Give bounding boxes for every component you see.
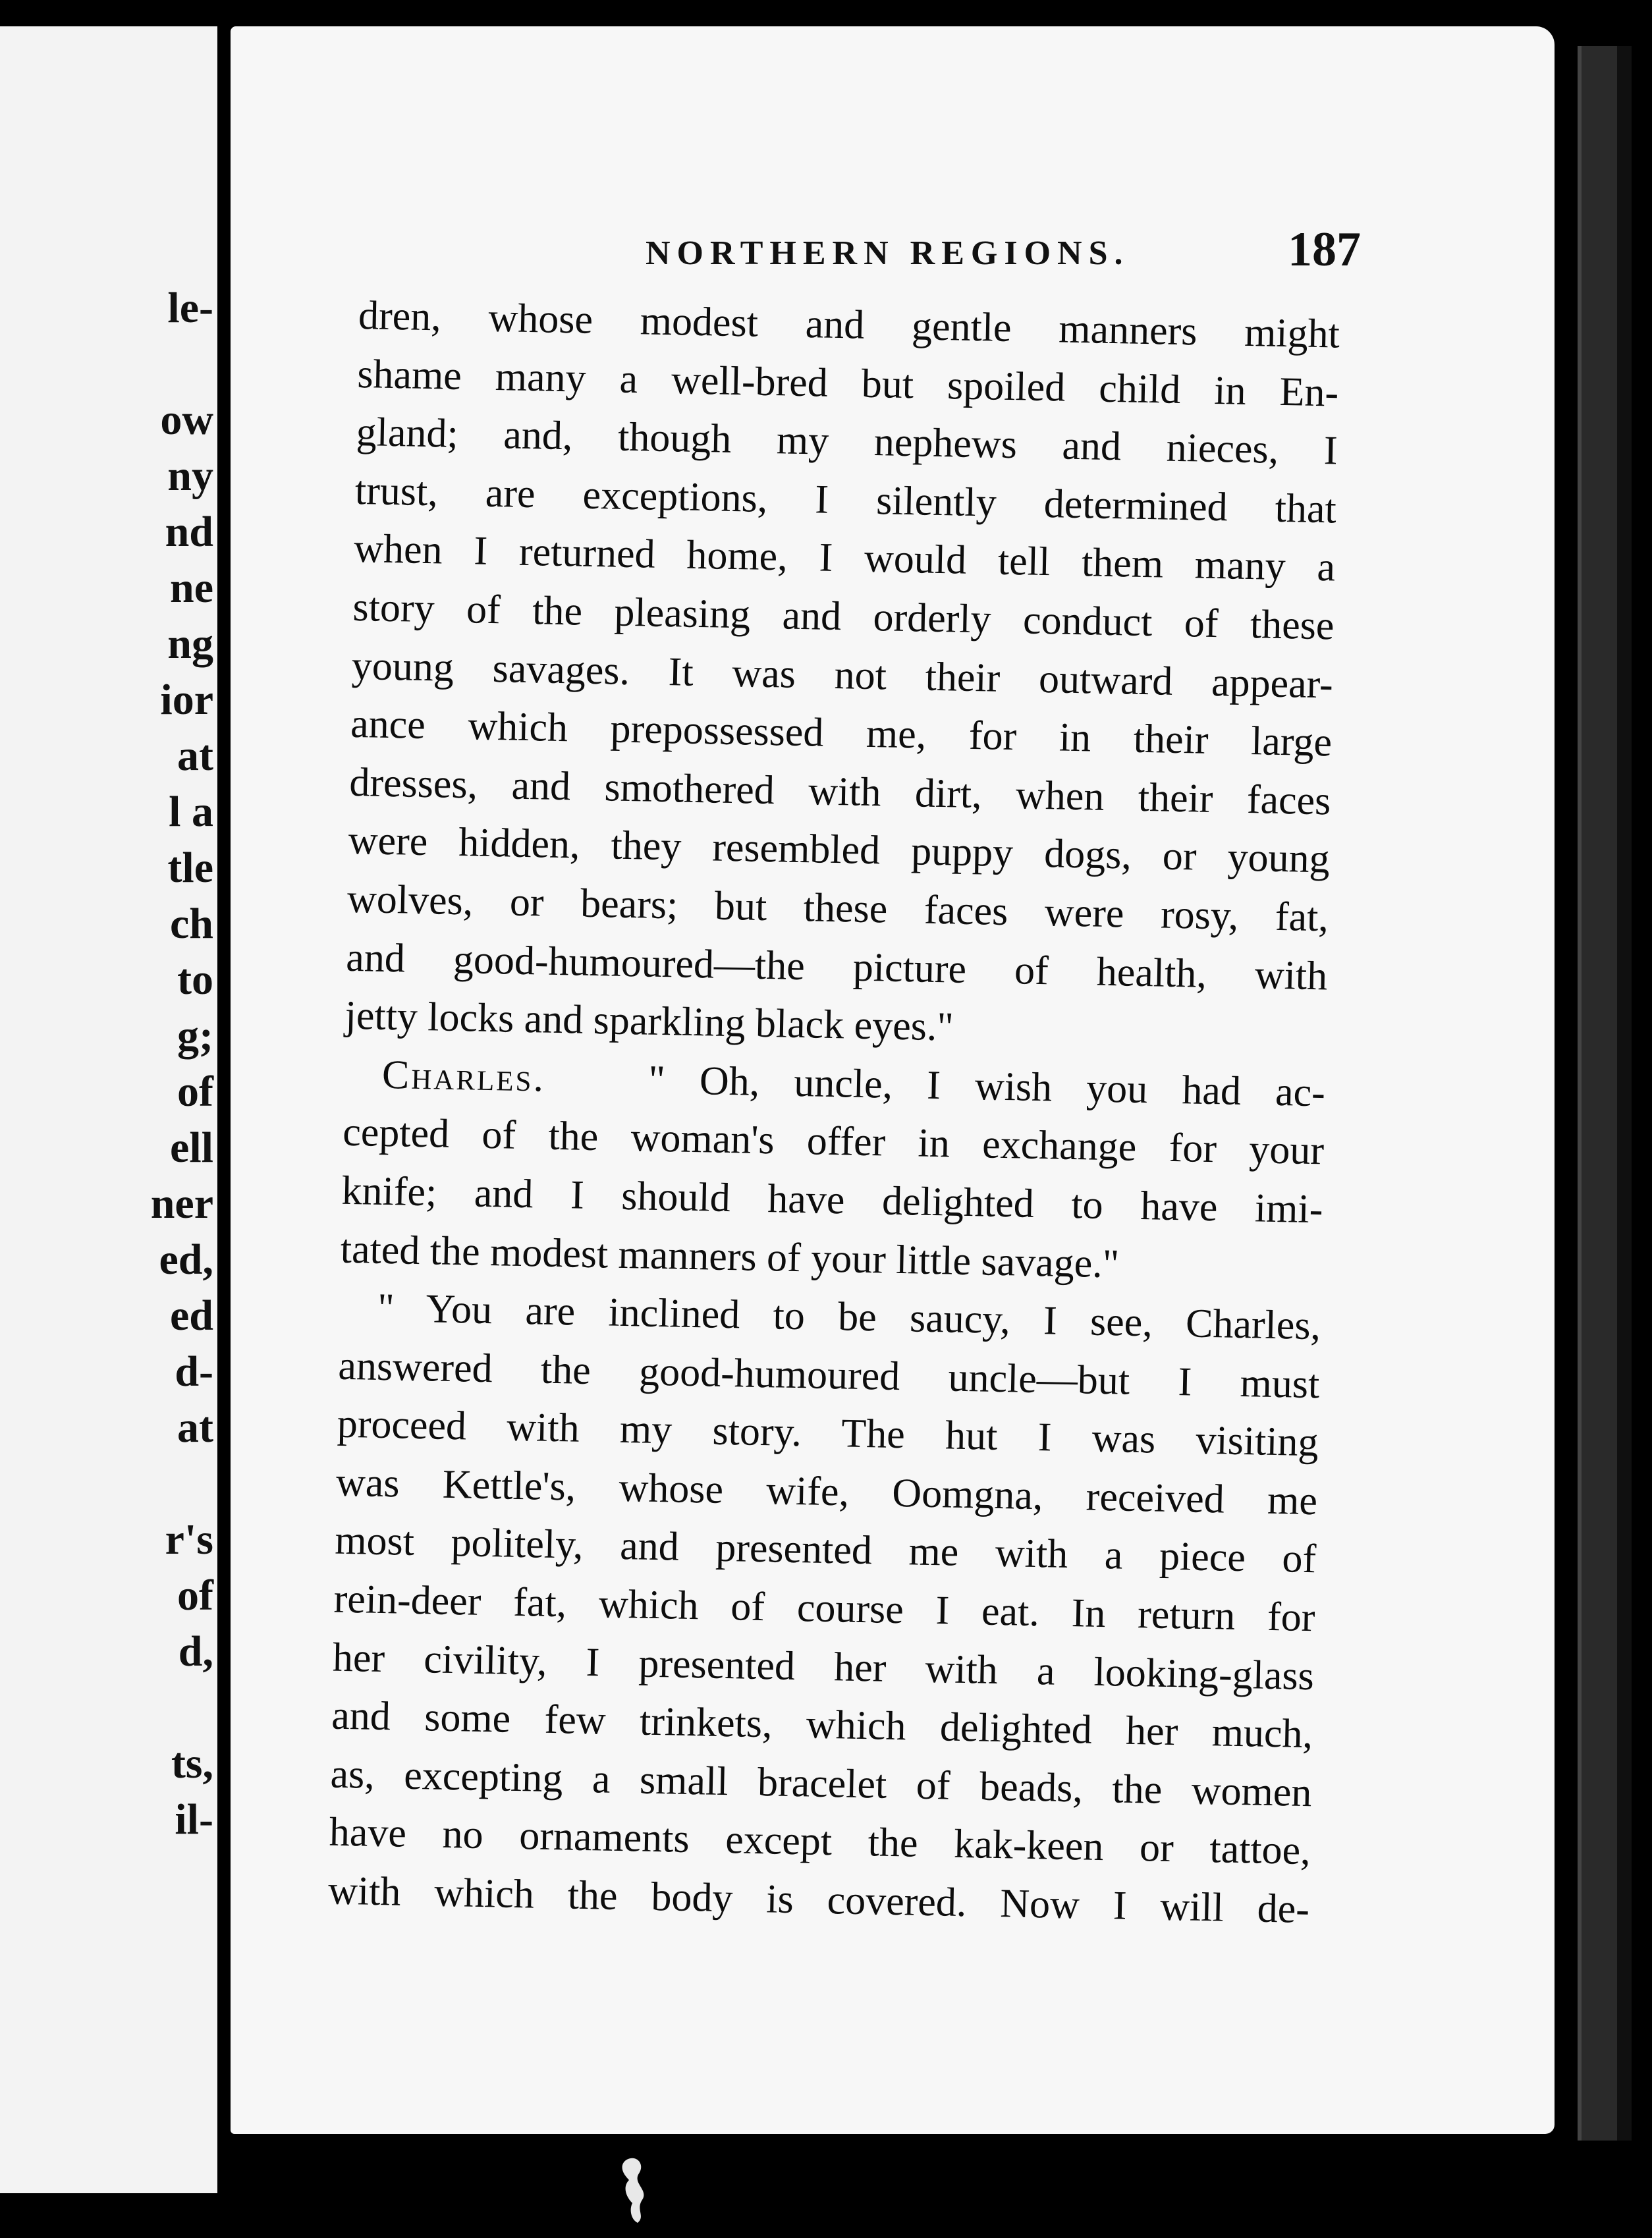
text-line: tated the modest manners of your little savage." [340,1226,1120,1286]
text-line: with which the body is covered. Now I will de- [327,1868,1310,1932]
left-facing-page [0,26,217,2193]
text-line: story of the pleasing and orderly conduct of these [352,584,1335,649]
body-text [327,287,1340,1939]
text-line: was Kettle's, whose wife, Oomgna, received me [335,1460,1318,1524]
dialogue-text: " Oh, uncle, I wish you had ac- [647,1057,1326,1116]
text-line: gland; and, though my nephews and nieces, I [356,410,1338,474]
text-line: most politely, and presented me with a piece of [334,1518,1317,1582]
book-binding-shadow [1617,46,1632,2141]
left-page-fragment: ed [170,1292,213,1340]
left-page-fragment: ed, [159,1236,213,1284]
left-page-fragment: ow [160,396,213,444]
left-page-fragment: to [177,956,213,1004]
text-line: her civility, I presented her with a looking-glass [332,1635,1315,1699]
page-number: 187 [1288,223,1361,277]
text-line: answered the good-humoured uncle—but I must [337,1343,1320,1407]
left-page-fragment: ner [150,1180,213,1228]
text-line: " You are inclined to be saucy, I see, Charles, [377,1285,1321,1349]
book-binding-edge [1578,46,1620,2141]
text-line: young savages. It was not their outward appear- [351,643,1334,707]
text-line: and good-humoured—the picture of health, with [345,935,1328,998]
left-page-fragment: r's [165,1515,213,1564]
left-page-fragment: d- [175,1348,213,1396]
text-line: wolves, or bears; but these faces were rosy, fat, [346,876,1329,941]
text-line: as, excepting a small bracelet of beads, the women [329,1751,1313,1816]
left-page-fragment: ne [170,564,213,612]
left-page-fragment: le- [167,284,213,332]
text-line: jetty locks and sparkling black eyes." [344,993,954,1050]
text-line: cepted of the woman's offer in exchange for your [342,1110,1325,1174]
speaker-name: Charles. [381,1052,546,1101]
left-page-fragment: of [177,1571,213,1620]
left-page-fragment: d, [178,1627,213,1676]
left-page-fragment: il- [175,1795,213,1843]
book-page [231,26,1555,2134]
running-head-title: NORTHERN REGIONS. [646,234,1130,272]
scan-artifact-icon [613,2154,659,2226]
text-line: proceed with my story. The hut I was visiting [337,1401,1319,1465]
left-page-fragment: tle [167,844,213,892]
text-line: and some few trinkets, which delighted her much, [331,1693,1313,1757]
left-page-fragment: ior [160,676,213,724]
left-page-fragment: at [177,1404,213,1452]
text-line: have no ornaments except the kak-keen or tattoe, [329,1810,1311,1874]
left-page-fragment: at [177,732,213,780]
left-page-fragment: ell [170,1124,213,1172]
left-page-fragment: l a [169,788,213,836]
text-line: ance which prepossessed me, for in their large [350,701,1333,765]
text-line: rein-deer fat, which of course I eat. In return for [333,1576,1316,1641]
text-line: dren, whose modest and gentle manners might [358,292,1340,357]
running-head [231,223,1553,287]
text-line: dresses, and smothered with dirt, when their faces [348,759,1331,824]
left-page-fragment: ny [167,452,213,500]
text-line: shame many a well-bred but spoiled child in En- [356,351,1339,416]
left-page-fragment: ch [170,900,213,948]
left-page-fragment: nd [165,508,213,556]
text-line: were hidden, they resembled puppy dogs, or young [348,818,1331,882]
left-page-fragment: ts, [171,1739,213,1788]
text-line: when I returned home, I would tell them many a [353,526,1336,590]
text-line: trust, are exceptions, I silently determined that [354,468,1337,532]
left-page-fragment: ng [167,620,213,668]
text-line: knife; and I should have delighted to have imi- [341,1168,1324,1232]
left-page-fragment: g; [177,1012,213,1060]
left-page-fragment: of [177,1068,213,1116]
